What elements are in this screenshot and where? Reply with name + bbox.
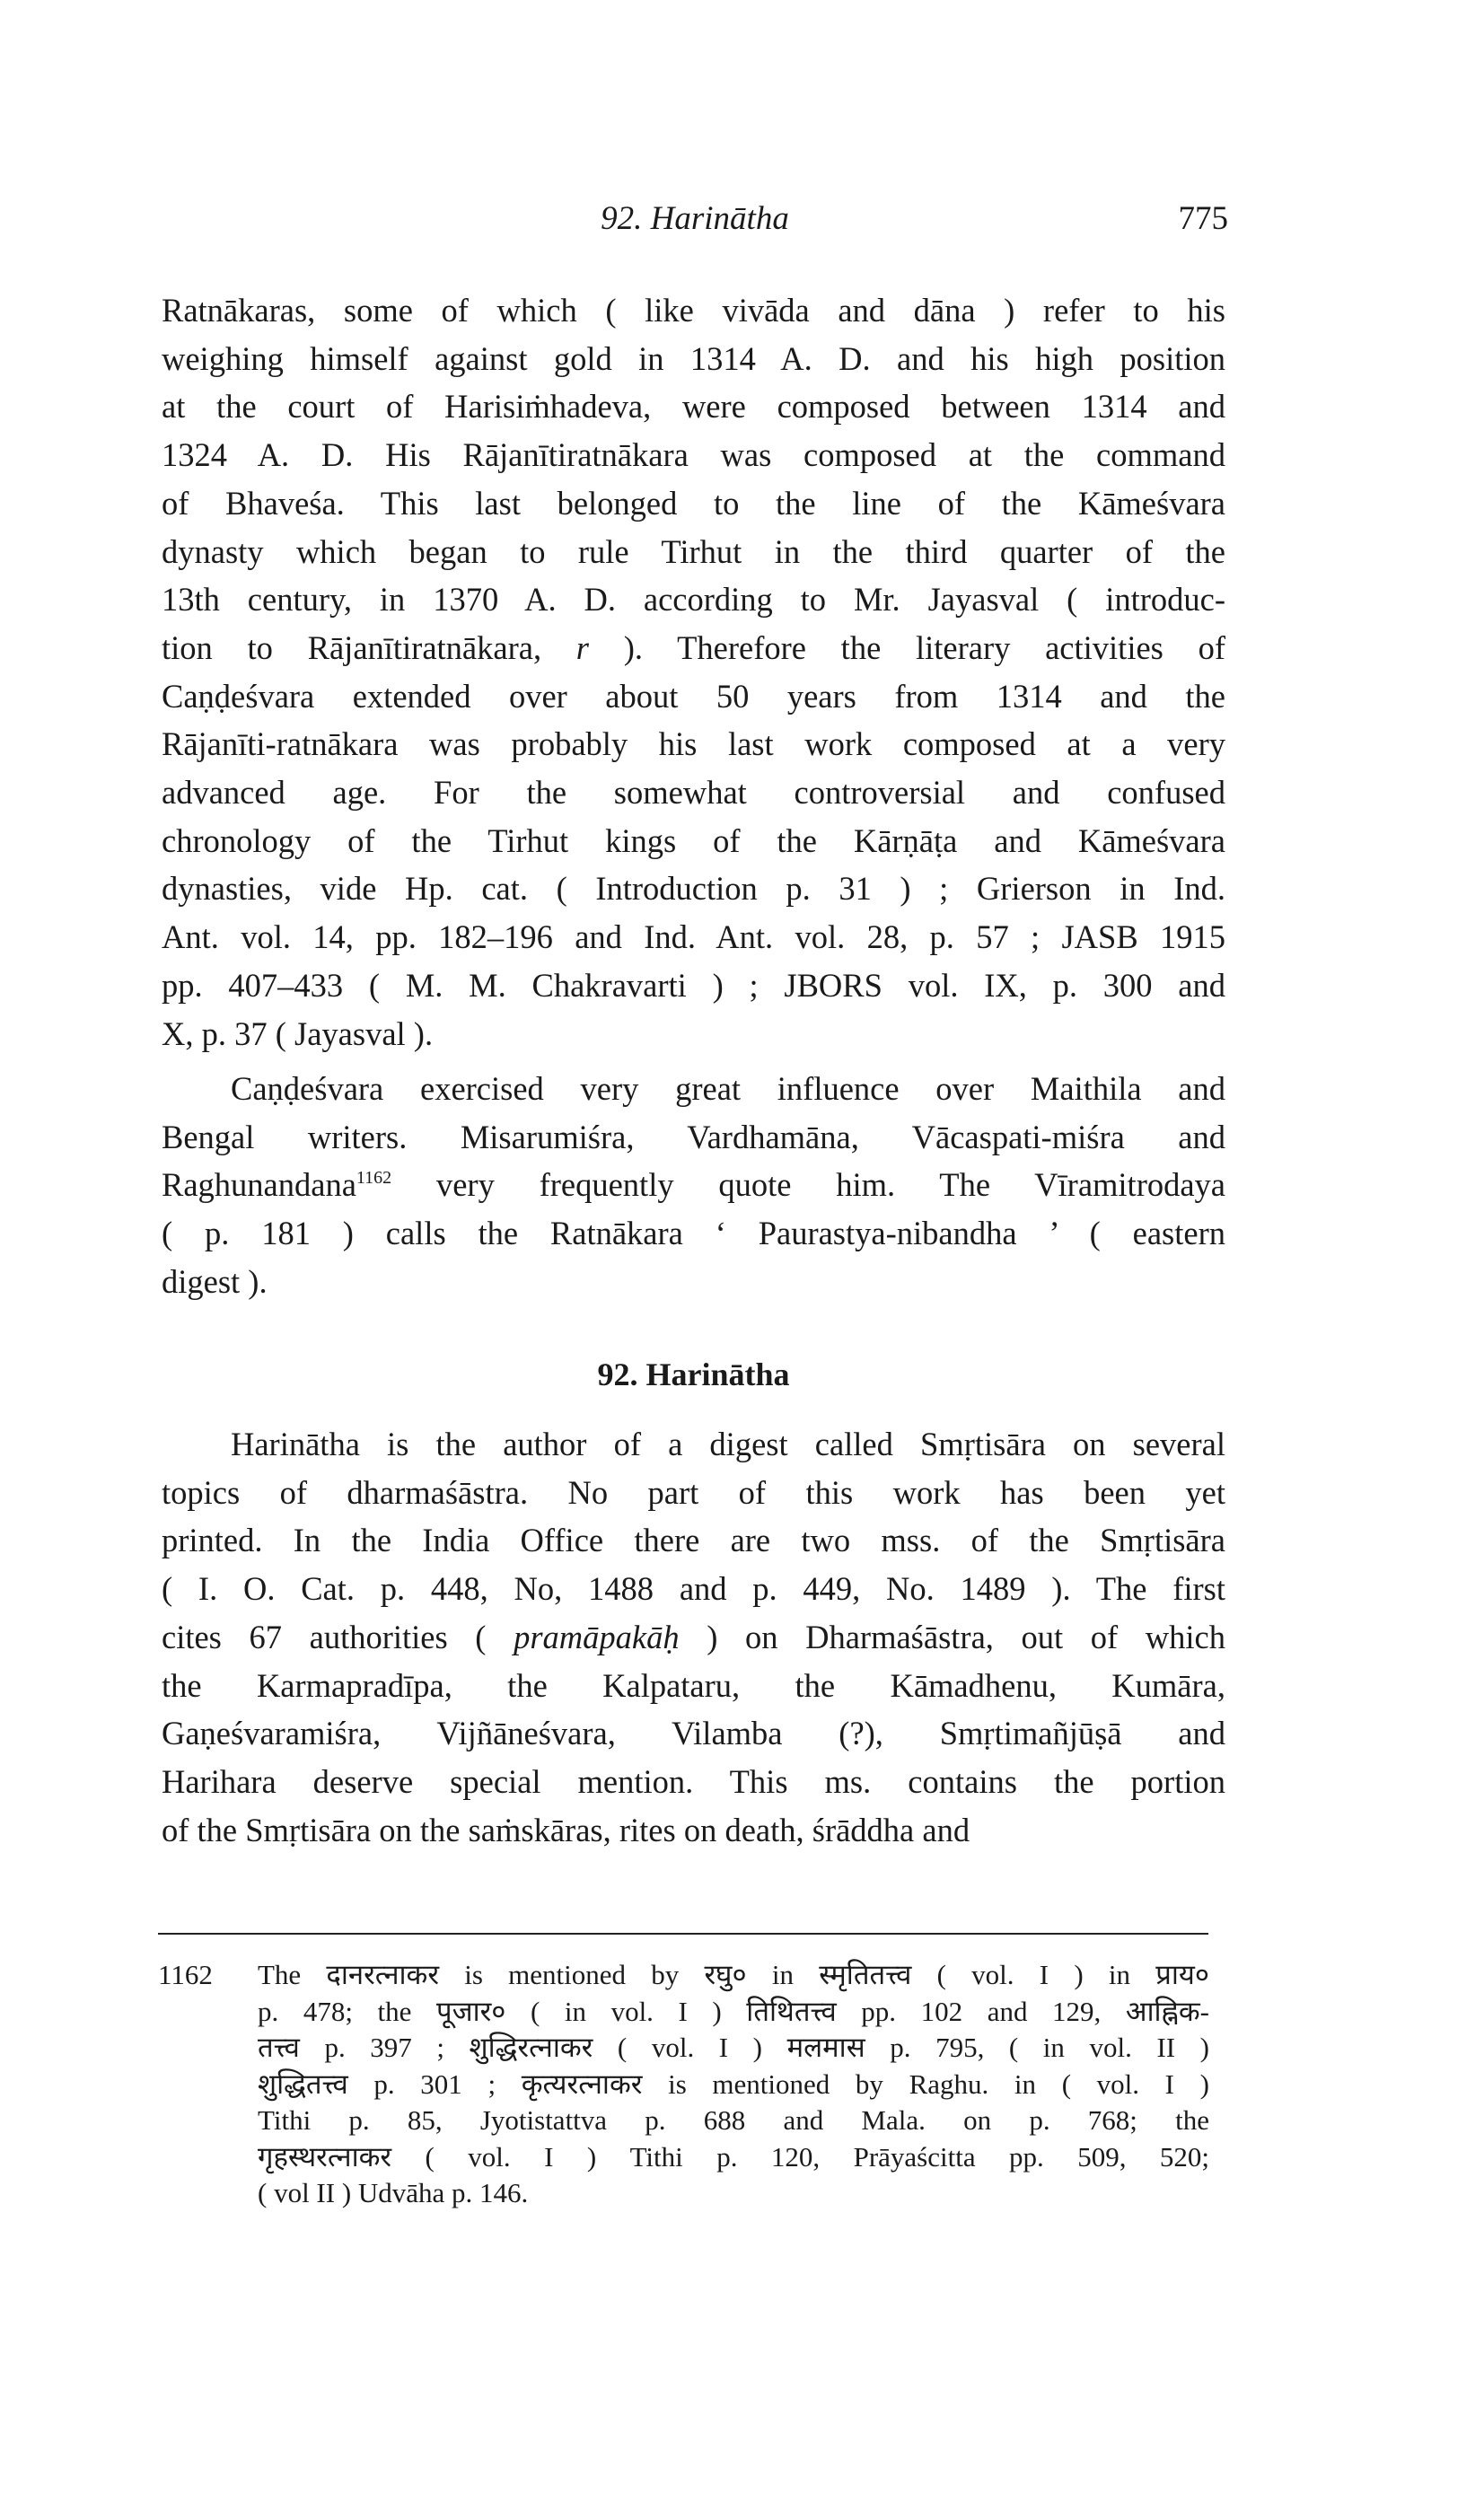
footnote-line: शुद्धितत्त्व p. 301 ; कृत्यरत्नाकर is mentioned by Raghu. in ( vol. I ): [258, 2067, 1209, 2100]
text-segment: chronology of the Tirhut kings of the Kārṇāṭa and Kāmeśvara: [162, 821, 1225, 859]
text-segment: Ant. vol. 14, pp. 182–196 and Ind. Ant. vol. 28, p. 57 ; JASB 1915: [162, 918, 1225, 956]
text-segment: 1324 A. D. His Rājanītiratnākara was composed at the command: [162, 436, 1225, 474]
text-segment: topics of dharmaśāstra. No part of this work has been yet: [162, 1473, 1225, 1511]
text-line: [162, 1806, 1225, 1855]
text-segment: Raghunandana: [162, 1166, 356, 1204]
footnote-line: Tithi p. 85, Jyotistattva p. 688 and Mala. on p. 768; the: [258, 2104, 1209, 2136]
text-segment: very frequently quote him. The Vīramitrodaya: [391, 1166, 1225, 1204]
text-segment: advanced age. For the somewhat controversial and confused: [162, 774, 1225, 812]
text-line: [162, 528, 1225, 576]
text-line: [162, 1209, 1225, 1258]
footnote-number: 1162: [158, 1959, 213, 1990]
text-segment: weighing himself against gold in 1314 A. D. and his high position: [162, 339, 1225, 377]
text-line: [162, 382, 1225, 431]
text-segment: cites 67 authorities (: [162, 1618, 514, 1655]
text-segment: 13th century, in 1370 A. D. according to Mr. Jayasval ( introduc-: [162, 581, 1225, 619]
text-segment: Caṇḍeśvara exercised very great influence over Maithila and: [231, 1070, 1225, 1107]
text-line: [162, 286, 1225, 335]
text-segment: Harihara deserve special mention. This ms. contains the portion: [162, 1762, 1225, 1800]
text-segment: digest ).: [162, 1262, 268, 1300]
text-segment: the Karmapradīpa, the Kalpataru, the Kāmadhenu, Kumāra,: [162, 1666, 1225, 1704]
text-line: [162, 1113, 1225, 1162]
footnote-ref: 1162: [356, 1168, 392, 1189]
footnote-line: तत्त्व p. 397 ; शुद्धिरत्नाकर ( vol. I ) मलमास p. 795, ( in vol. II ): [258, 2032, 1209, 2063]
text-line: [162, 624, 1225, 672]
text-line: [162, 1161, 1225, 1209]
text-segment: X, p. 37 ( Jayasval ).: [162, 1014, 434, 1052]
text-line: [162, 1662, 1225, 1710]
text-segment: of the Smṛtisāra on the saṁskāras, rites on death, śrāddha and: [162, 1811, 970, 1848]
section-heading: 92. Harinātha: [597, 1356, 790, 1392]
footnote-divider: [158, 1933, 1208, 1935]
paragraph-3: [162, 1420, 1225, 1854]
text-line: [162, 1516, 1225, 1565]
text-line: [162, 575, 1225, 624]
text-segment: Bengal writers. Misarumiśra, Vardhamāna, Vācaspati-miśra and: [162, 1118, 1225, 1155]
paragraph-1: [162, 286, 1225, 1058]
text-segment: Rājanīti-ratnākara was probably his last work composed at a very: [162, 725, 1225, 763]
footnote-line: ( vol II ) Udvāha p. 146.: [258, 2177, 529, 2208]
text-line: [162, 1758, 1225, 1806]
text-line: [162, 1010, 1225, 1058]
text-line: [162, 1613, 1225, 1662]
text-line: [162, 913, 1225, 961]
text-segment: Ratnākaras, some of which ( like vivāda and dāna ) refer to his: [162, 292, 1225, 329]
text-segment: Harinātha is the author of a digest called Smṛtisāra on several: [231, 1426, 1225, 1462]
text-line: [162, 1709, 1225, 1758]
text-line: [162, 1065, 1225, 1113]
text-line: [162, 672, 1225, 721]
text-line: [162, 1469, 1225, 1517]
text-segment: tion to Rājanītiratnākara,: [162, 628, 576, 666]
text-line: [162, 335, 1225, 383]
text-segment: of Bhaveśa. This last belonged to the line of the Kāmeśvara: [162, 484, 1225, 522]
text-segment: r: [575, 628, 590, 666]
text-segment: pramāpakāḥ: [514, 1618, 680, 1655]
text-segment: Gaṇeśvaramiśra, Vijñāneśvara, Vilamba (?), Smṛtimañjūṣā and: [162, 1715, 1225, 1752]
text-segment: dynasty which began to rule Tirhut in the third quarter of the: [162, 532, 1225, 570]
page-number: 775: [1178, 200, 1228, 237]
text-line: [162, 720, 1225, 768]
text-segment: printed. In the India Office there are two mss. of the Smṛtisāra: [162, 1522, 1225, 1559]
text-line: [162, 768, 1225, 817]
text-segment: ) on Dharmaśāstra, out of which: [679, 1618, 1225, 1655]
text-line: [162, 817, 1225, 865]
footnote-text: [258, 1957, 1209, 2212]
footnote-line: गृहस्थरत्नाकर ( vol. I ) Tithi p. 120, Prāyaścitta pp. 509, 520;: [258, 2140, 1209, 2173]
text-segment: ( p. 181 ) calls the Ratnākara ‘ Paurastya-nibandha ’ ( eastern: [162, 1215, 1225, 1252]
running-title: 92. Harinātha: [601, 200, 789, 237]
text-line: [162, 1420, 1225, 1469]
paragraph-2: [162, 1065, 1225, 1306]
text-segment: ( I. O. Cat. p. 448, No, 1488 and p. 449, No. 1489 ). The first: [162, 1570, 1225, 1608]
page-header: [162, 199, 1228, 244]
text-line: [162, 479, 1225, 528]
text-segment: dynasties, vide Hp. cat. ( Introduction p. 31 ) ; Grierson in Ind.: [162, 870, 1225, 908]
text-segment: pp. 407–433 ( M. M. Chakravarti ) ; JBORS vol. IX, p. 300 and: [162, 966, 1225, 1004]
text-line: [162, 961, 1225, 1010]
text-line: [162, 1565, 1225, 1613]
footnote-line: The दानरत्नाकर is mentioned by रघु० in स्मृतितत्त्व ( vol. I ) in प्राय०: [258, 1959, 1209, 1990]
footnote-line: p. 478; the पूजार० ( in vol. I ) तिथितत्त्व pp. 102 and 129, आह्निक-: [258, 1995, 1209, 2027]
text-line: [162, 865, 1225, 913]
text-line: [162, 431, 1225, 479]
text-segment: Caṇḍeśvara extended over about 50 years from 1314 and the: [162, 677, 1225, 715]
text-segment: ). Therefore the literary activities of: [589, 628, 1226, 666]
text-line: [162, 1258, 1225, 1306]
text-segment: at the court of Harisiṁhadeva, were composed between 1314 and: [162, 388, 1225, 426]
